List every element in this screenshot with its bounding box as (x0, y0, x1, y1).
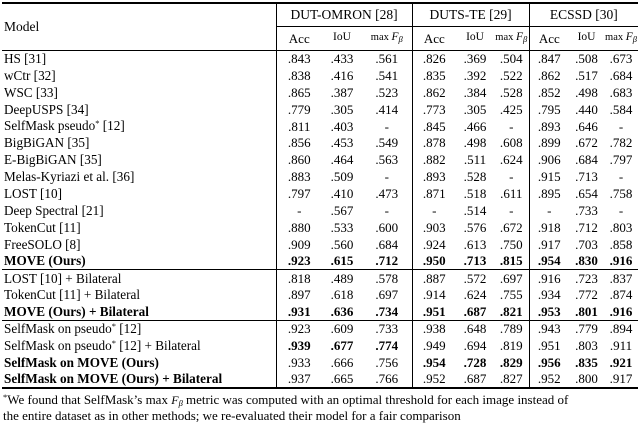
metric-value: - (509, 202, 514, 218)
metric-value: .611 (500, 186, 523, 202)
metric-value: .789 (494, 320, 529, 337)
table-row (2, 320, 638, 337)
metric-value: .648 (456, 320, 494, 337)
metric-header-acc: Acc (529, 26, 569, 50)
model-star-sup: * (95, 118, 100, 129)
metric-value: .897 (276, 286, 322, 303)
model-name (2, 185, 276, 202)
metric-value: .514 (463, 202, 487, 218)
model-name (2, 320, 276, 337)
metric-value: .931 (276, 303, 322, 320)
f-beta-var: F (516, 31, 524, 44)
metric-value: .874 (609, 287, 633, 303)
metric-value: .797 (276, 185, 322, 202)
model-name (2, 219, 276, 236)
group-header-ecssd: ECSSD [30] (529, 3, 638, 26)
model-name-text: BigBiGAN [35] (4, 135, 90, 151)
model-name-text: SelfMask on pseudo (4, 321, 112, 337)
metric-value: .937 (276, 371, 322, 388)
metric-value: .916 (529, 270, 569, 287)
metric-value: .803 (609, 219, 633, 235)
table-row (2, 337, 638, 354)
model-name (2, 50, 276, 67)
model-name-text: MOVE (Ours) (4, 253, 86, 269)
metric-header-iou: IoU (322, 26, 362, 50)
metric-value: .403 (330, 118, 354, 134)
metric-value: .934 (529, 286, 569, 303)
model-name (2, 101, 276, 118)
metric-value: .517 (575, 67, 598, 83)
metric-value: .795 (529, 101, 569, 118)
footnote-text: We found that SelfMask’s max (7, 391, 172, 407)
metric-value: .835 (575, 354, 598, 370)
model-column-header: Model (2, 3, 276, 50)
metric-value: .584 (609, 101, 633, 117)
metric-value: - (384, 169, 389, 185)
metric-value: .893 (529, 118, 569, 135)
metric-value: .508 (575, 51, 598, 67)
metric-value: .733 (575, 202, 598, 218)
metric-value: .453 (330, 135, 354, 151)
metric-header-acc: Acc (276, 26, 322, 50)
metric-value: .830 (575, 253, 598, 269)
f-beta-var: F (391, 31, 399, 44)
metric-value: .956 (529, 354, 569, 371)
model-name (2, 286, 276, 303)
metric-value: .924 (412, 236, 456, 253)
metric-value: .414 (375, 101, 399, 117)
metric-value: .914 (412, 286, 456, 303)
table-row (2, 168, 638, 185)
metric-value: .734 (375, 304, 399, 320)
model-name (2, 270, 276, 287)
metric-value: .843 (276, 50, 322, 67)
metric-value: .911 (609, 338, 633, 354)
table-row (2, 270, 638, 287)
table-row (2, 219, 638, 236)
metric-header-max-fbeta (362, 26, 412, 50)
metric-value: .858 (609, 236, 633, 252)
footnote-text: metric was computed with an optimal threshold for each image instead of (182, 391, 569, 407)
metric-value: .815 (499, 253, 523, 269)
metric-value: .466 (463, 118, 487, 134)
metric-value: .572 (456, 270, 494, 287)
metric-value: .498 (575, 84, 598, 100)
table-row (2, 354, 638, 371)
model-name-text: wCtr [32] (4, 67, 56, 83)
metric-value: .528 (499, 84, 523, 100)
metric-value: .952 (529, 371, 569, 388)
model-name-text: LOST [10] + Bilateral (4, 270, 122, 286)
metric-value: .917 (609, 371, 633, 387)
metric-value: .608 (499, 135, 523, 151)
metric-value: .712 (575, 219, 598, 235)
model-name-text: MOVE (Ours) + Bilateral (4, 303, 149, 319)
section-bilateral (2, 270, 638, 321)
model-name-text: Deep Spectral [21] (4, 202, 104, 218)
metric-value: .636 (330, 304, 354, 320)
metric-value: .826 (412, 50, 456, 67)
metric-value: .887 (412, 270, 456, 287)
metric-value: .528 (463, 169, 487, 185)
metric-value: .835 (412, 67, 456, 84)
model-name-text: TokenCut [11] (4, 219, 81, 235)
max-label: max (495, 32, 514, 44)
model-ref-text: [12] + Bilateral (115, 337, 201, 353)
f-beta-var: F (625, 31, 633, 44)
metric-value: .909 (276, 236, 322, 253)
metric-value: .917 (529, 236, 569, 253)
metric-value: - (618, 118, 624, 134)
beta-subscript: β (398, 34, 403, 45)
metric-value: .894 (604, 320, 638, 337)
metric-value: .943 (529, 320, 569, 337)
table-row (2, 253, 638, 270)
metric-value: .865 (276, 84, 322, 101)
results-table (2, 2, 638, 389)
group-header-dut-omron: DUT-OMRON [28] (276, 3, 412, 26)
metric-value: - (384, 202, 389, 218)
metric-value: .918 (529, 219, 569, 236)
metric-value: .567 (330, 202, 354, 218)
group-header-row (2, 3, 638, 26)
metric-value: .654 (575, 186, 598, 202)
metric-value: .954 (529, 253, 569, 270)
metric-header-max-fbeta (494, 26, 529, 50)
metric-value: .803 (575, 338, 598, 354)
metric-value: .697 (375, 287, 399, 303)
metric-header-max-fbeta (604, 26, 638, 50)
metric-value: .384 (463, 84, 487, 100)
metric-value: .684 (375, 236, 399, 252)
metric-value: .773 (412, 101, 456, 118)
metric-value: - (509, 118, 514, 134)
metric-value: - (618, 202, 624, 218)
metric-value: .801 (575, 304, 598, 320)
model-name-text: E-BigBiGAN [35] (4, 152, 102, 168)
table-row (2, 67, 638, 84)
metric-value: .838 (276, 67, 322, 84)
metric-value: .938 (412, 320, 456, 337)
table-row (2, 118, 638, 135)
metric-value: .755 (499, 287, 523, 303)
metric-value: .684 (609, 67, 633, 83)
metric-value: .624 (499, 152, 523, 168)
metric-value: .756 (375, 354, 399, 370)
footnote-line-2: the entire dataset as in other methods; we re-evaluated their model for a fair comparison (3, 408, 461, 424)
metric-value: .862 (529, 67, 569, 84)
beta-subscript: β (523, 34, 528, 45)
metric-value: .697 (494, 270, 529, 287)
model-name-text: SelfMask pseudo (4, 118, 96, 134)
metric-header-acc: Acc (412, 26, 456, 50)
metric-value: .665 (330, 371, 354, 387)
metric-header-iou: IoU (456, 26, 494, 50)
metric-value: .703 (575, 236, 598, 252)
model-name-text: FreeSOLO [8] (4, 236, 81, 252)
metric-value: .305 (330, 101, 354, 117)
model-name (2, 134, 276, 151)
f-beta-var: F (171, 392, 179, 407)
metric-value: .818 (276, 270, 322, 287)
metric-value: .899 (529, 134, 569, 151)
metric-value: .903 (412, 219, 456, 236)
metric-value: .576 (463, 219, 487, 235)
metric-value: .563 (375, 152, 399, 168)
metric-value: .687 (463, 304, 487, 320)
metric-value: .694 (463, 338, 487, 354)
metric-value: .600 (375, 219, 399, 235)
metric-value: .666 (330, 354, 354, 370)
metric-value: .672 (575, 135, 598, 151)
table-row (2, 101, 638, 118)
metric-value: .827 (499, 371, 523, 387)
metric-value: .613 (463, 236, 487, 252)
metric-value: .473 (375, 186, 399, 202)
metric-value: .541 (375, 67, 399, 83)
model-name-text: Melas-Kyriazi et al. [36] (4, 169, 135, 185)
metric-value: .951 (529, 337, 569, 354)
metric-value: .766 (375, 371, 399, 387)
metric-value: - (618, 169, 624, 185)
metric-value: .821 (499, 304, 523, 320)
footnote-star: * (3, 391, 8, 402)
metric-value: .915 (529, 168, 569, 185)
metric-value: .750 (499, 236, 523, 252)
metric-value: - (509, 169, 514, 185)
metric-value: .916 (609, 253, 633, 269)
model-name-text: SelfMask on MOVE (Ours) (4, 354, 159, 370)
metric-value: .797 (609, 152, 633, 168)
footnote (2, 392, 638, 425)
metric-value: .951 (412, 303, 456, 320)
model-star-sup: * (111, 321, 116, 332)
metric-value: .923 (276, 320, 322, 337)
metric-value: .950 (412, 253, 456, 270)
metric-value: .687 (463, 371, 487, 387)
model-name-text: SelfMask on MOVE (Ours) + Bilateral (4, 371, 223, 387)
table-row (2, 236, 638, 253)
metric-value: .733 (362, 320, 412, 337)
metric-value: .728 (463, 354, 487, 370)
metric-value: .624 (463, 287, 487, 303)
metric-value: .561 (375, 51, 399, 67)
metric-value: .560 (330, 236, 354, 252)
metric-value: .871 (412, 185, 456, 202)
section-selfmask (2, 320, 638, 388)
model-name (2, 236, 276, 253)
metric-value: .906 (529, 151, 569, 168)
metric-value: .673 (609, 51, 633, 67)
metric-value: .883 (276, 168, 322, 185)
metric-value: .489 (322, 270, 362, 287)
model-name (2, 354, 276, 371)
metric-value: .916 (609, 304, 633, 320)
metric-value: .862 (412, 84, 456, 101)
metric-value: - (529, 202, 569, 219)
model-ref-text: [12] (115, 321, 142, 337)
model-name-text: DeepUSPS [34] (4, 101, 89, 117)
model-name (2, 151, 276, 168)
metric-value: .782 (609, 135, 633, 151)
metric-value: .533 (330, 219, 354, 235)
metric-value: .684 (575, 152, 598, 168)
model-name-text: HS [31] (4, 51, 47, 67)
metric-value: .852 (529, 84, 569, 101)
table-row (2, 134, 638, 151)
metric-value: .939 (276, 337, 322, 354)
max-label: max (370, 32, 389, 44)
metric-value: .578 (362, 270, 412, 287)
metric-value: .845 (412, 118, 456, 135)
metric-value: .953 (529, 303, 569, 320)
metric-value: .522 (499, 67, 523, 83)
table-row (2, 286, 638, 303)
metric-value: .672 (499, 219, 523, 235)
metric-value: .811 (276, 118, 322, 135)
metric-value: .549 (375, 135, 399, 151)
metric-value: .829 (499, 354, 523, 370)
metric-value: .880 (276, 219, 322, 236)
table-row (2, 371, 638, 388)
metric-value: .713 (463, 253, 487, 269)
metric-value: .618 (330, 287, 354, 303)
model-name-text: LOST [10] (4, 185, 62, 201)
metric-value: .509 (330, 169, 354, 185)
model-name-text: SelfMask on pseudo (4, 337, 112, 353)
metric-value: .440 (575, 101, 598, 117)
metric-value: .923 (276, 253, 322, 270)
metric-value: .800 (575, 371, 598, 387)
metric-value: .819 (499, 338, 523, 354)
metric-value: .779 (569, 320, 604, 337)
metric-value: .416 (330, 67, 354, 83)
metric-value: .856 (276, 134, 322, 151)
beta-subscript: β (632, 34, 638, 45)
table-row (2, 202, 638, 219)
metric-value: .518 (463, 186, 487, 202)
model-name-text: WSC [33] (4, 84, 58, 100)
model-name (2, 84, 276, 101)
section-baseline (2, 50, 638, 270)
metric-value: .933 (276, 354, 322, 371)
metric-value: .878 (412, 134, 456, 151)
metric-value: - (384, 118, 389, 134)
metric-value: .387 (330, 84, 354, 100)
table-row (2, 84, 638, 101)
metric-value: .954 (412, 354, 456, 371)
model-name (2, 202, 276, 219)
metric-value: .774 (375, 338, 399, 354)
metric-value: .837 (604, 270, 638, 287)
model-ref-text: [12] (99, 118, 125, 134)
metric-value: .433 (330, 51, 354, 67)
metric-value: - (276, 202, 322, 219)
metric-value: .498 (463, 135, 487, 151)
metric-value: .882 (412, 151, 456, 168)
table-row (2, 303, 638, 320)
metric-value: .425 (499, 101, 523, 117)
metric-value: .772 (575, 287, 598, 303)
metric-value: .392 (463, 67, 487, 83)
metric-value: .860 (276, 151, 322, 168)
metric-value: .646 (575, 118, 598, 134)
metric-value: .305 (463, 101, 487, 117)
metric-value: .847 (529, 50, 569, 67)
metric-value: .410 (330, 186, 354, 202)
model-name (2, 371, 276, 388)
metric-value: .683 (609, 84, 633, 100)
metric-value: .677 (330, 338, 354, 354)
model-name (2, 303, 276, 320)
metric-value: .952 (412, 371, 456, 388)
metric-value: .369 (463, 51, 487, 67)
model-name (2, 168, 276, 185)
metric-value: .511 (463, 152, 487, 168)
metric-header-iou: IoU (569, 26, 604, 50)
model-star-sup: * (111, 337, 116, 348)
metric-value: .609 (322, 320, 362, 337)
group-header-duts-te: DUTS-TE [29] (412, 3, 529, 26)
table-row (2, 50, 638, 67)
model-name (2, 118, 276, 135)
metric-value: - (412, 202, 456, 219)
beta-subscript: β (178, 397, 183, 408)
model-name-text: TokenCut [11] + Bilateral (4, 287, 141, 303)
footnote-line-1 (3, 392, 638, 409)
metric-value: .895 (529, 185, 569, 202)
metric-value: .723 (569, 270, 604, 287)
metric-value: .921 (609, 354, 633, 370)
metric-value: .464 (330, 152, 354, 168)
metric-value: .504 (499, 51, 523, 67)
metric-value: .523 (375, 84, 399, 100)
metric-value: .713 (575, 169, 598, 185)
table-row (2, 151, 638, 168)
max-label: max (605, 32, 624, 44)
metric-value: .712 (375, 253, 399, 269)
metric-value: .893 (412, 168, 456, 185)
metric-value: .779 (276, 101, 322, 118)
model-name (2, 67, 276, 84)
metric-value: .758 (609, 186, 633, 202)
metric-value: .615 (330, 253, 354, 269)
model-name (2, 253, 276, 270)
model-name (2, 337, 276, 354)
metric-value: .949 (412, 337, 456, 354)
table-row (2, 185, 638, 202)
